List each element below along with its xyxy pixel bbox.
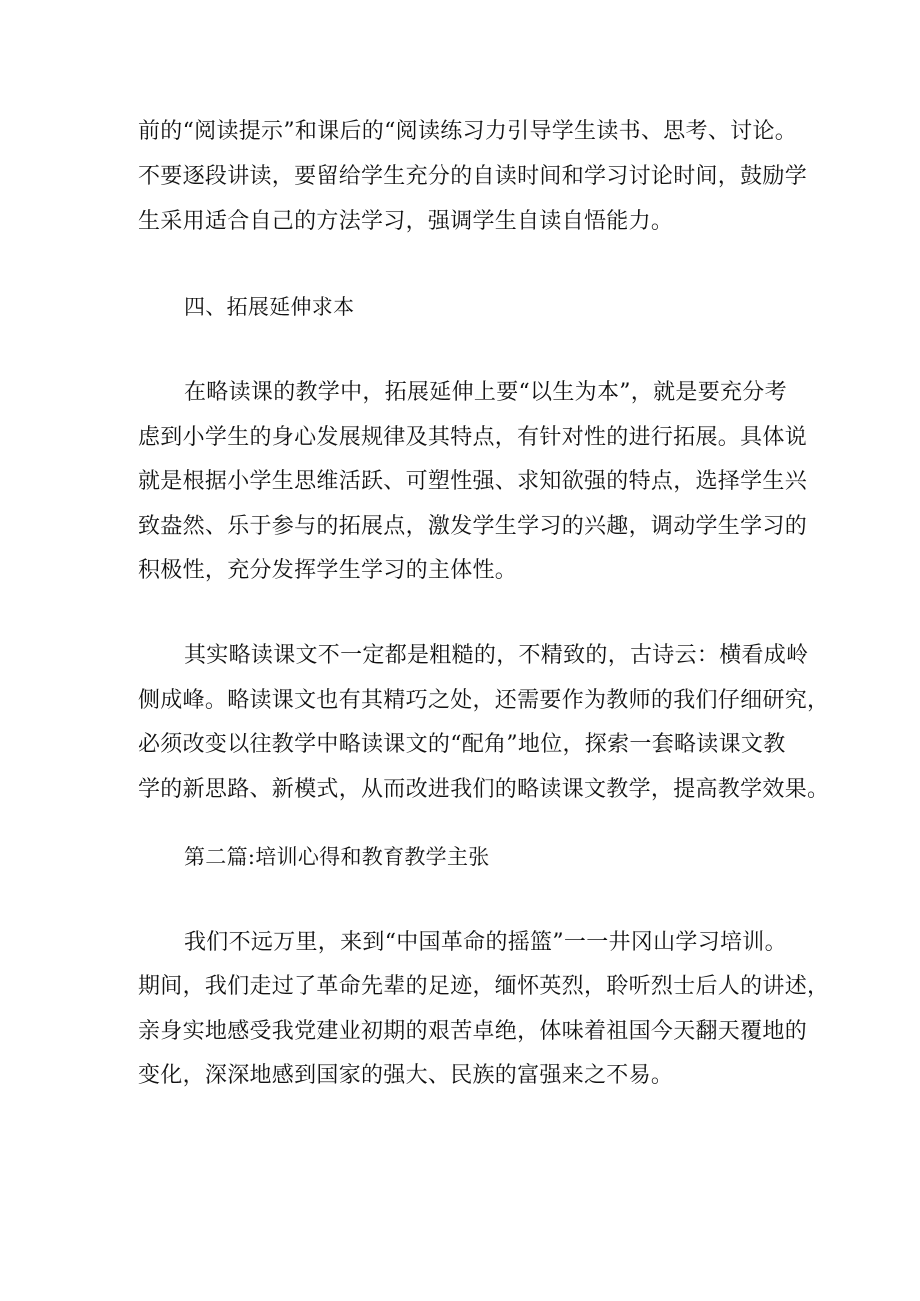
- paragraph-4-line-2: 期间，我们走过了革命先辈的足迹，缅怀英烈，聆听烈士后人的讲述，: [138, 974, 830, 999]
- paragraph-1-line-3: 生采用适合自己的方法学习，强调学生自读自悟能力。: [138, 209, 674, 234]
- paragraph-2-line-3: 就是根据小学生思维活跃、可塑性强、求知欲强的特点，选择学生兴: [138, 469, 808, 494]
- paragraph-3-line-3: 必须改变以往教学中略读课文的“配角”地位，探索一套略读课文教: [138, 732, 786, 757]
- paragraph-3-line-4: 学的新思路、新模式，从而改进我们的略读课文教学，提高教学效果。: [138, 777, 830, 802]
- section-heading-2: 第二篇:培训心得和教育教学主张: [184, 845, 490, 869]
- paragraph-1-line-2: 不要逐段讲读，要留给学生充分的自读时间和学习讨论时间，鼓励学: [138, 164, 808, 189]
- paragraph-2-line-4: 致盎然、乐于参与的拓展点，激发学生学习的兴趣，调动学生学习的: [138, 514, 808, 539]
- paragraph-2-line-2: 虑到小学生的身心发展规律及其特点，有针对性的进行拓展。具体说: [138, 425, 808, 450]
- paragraph-4-line-4: 变化，深深地感到国家的强大、民族的富强来之不易。: [138, 1063, 674, 1088]
- paragraph-3-line-2: 侧成峰。略读课文也有其精巧之处，还需要作为教师的我们仔细研究，: [138, 688, 830, 713]
- paragraph-3-line-1: 其实略读课文不一定都是粗糙的，不精致的，古诗云：横看成岭: [184, 643, 809, 668]
- paragraph-4-line-3: 亲身实地感受我党建业初期的艰苦卓绝，体味着祖国今天翻天覆地的: [138, 1019, 808, 1044]
- paragraph-4-line-1: 我们不远万里，来到“中国革命的摇篮”一一井冈山学习培训。: [184, 930, 787, 955]
- paragraph-1-line-1: 前的“阅读提示”和课后的“阅读练习力引导学生读书、思考、讨论。: [138, 119, 798, 144]
- paragraph-2-line-5: 积极性，充分发挥学生学习的主体性。: [138, 558, 518, 583]
- paragraph-2-line-1: 在略读课的教学中，拓展延伸上要“以生为本”，就是要充分考: [184, 380, 787, 405]
- section-heading-1: 四、拓展延伸求本: [184, 295, 355, 319]
